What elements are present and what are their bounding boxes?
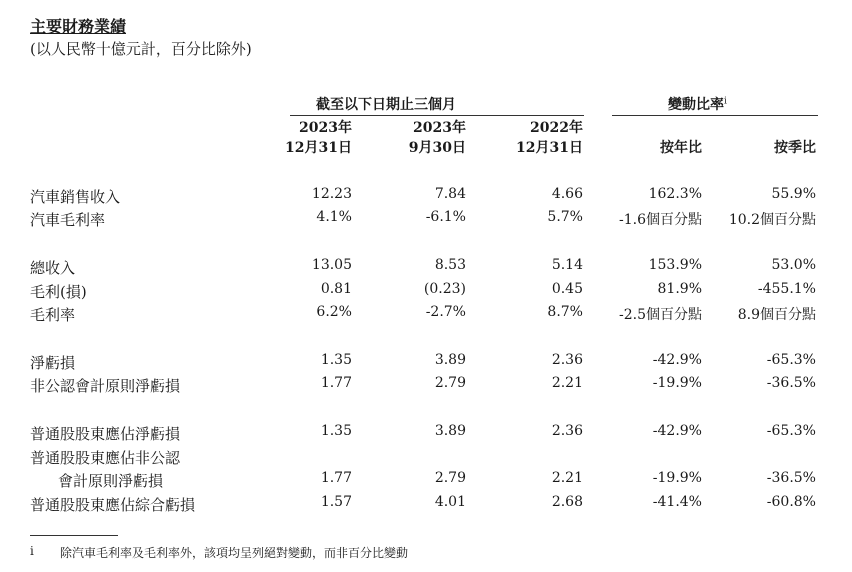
col-header-yoy-line1 (660, 118, 702, 138)
table-cell: 2.21 (551, 470, 583, 486)
col-header-3-line1: 2022年 (530, 120, 583, 136)
table-cell: 55.9% (771, 186, 816, 202)
row-label: 淨虧損 (30, 354, 76, 372)
table-cell: -19.9% (652, 375, 702, 391)
table-cell: -65.3% (766, 423, 816, 439)
table-cell: -2.5個百分點 (619, 307, 702, 323)
row-label: 普通股股東應佔綜合虧損 (30, 496, 196, 514)
table-cell: 0.45 (551, 281, 583, 297)
table-cell: -19.9% (652, 470, 702, 486)
table-cell: 2.36 (551, 423, 583, 439)
row-label: 普通股股東應佔淨虧損 (30, 425, 181, 443)
change-footnote-mark: i (724, 96, 727, 107)
table-cell: 1.57 (320, 494, 352, 510)
table-cell: 6.2% (316, 304, 352, 320)
table-cell: 53.0% (771, 257, 816, 273)
row-label: 普通股股東應佔非公認 (30, 449, 181, 467)
table-cell: 4.1% (316, 209, 352, 225)
table-cell: -455.1% (757, 281, 816, 297)
col-header-3 (516, 118, 583, 158)
col-header-1-line2: 12月31日 (285, 140, 352, 156)
col-header-1 (285, 118, 352, 158)
table-cell: 2.79 (434, 470, 466, 486)
row-label: 會計原則淨虧損 (58, 472, 164, 490)
col-header-yoy-line2: 按年比 (660, 140, 702, 156)
table-cell: 13.05 (311, 257, 352, 273)
table-cell: -42.9% (652, 423, 702, 439)
table-cell: 162.3% (648, 186, 702, 202)
page-subtitle: (以人民幣十億元計，百分比除外) (30, 40, 252, 58)
table-cell: 5.14 (551, 257, 583, 273)
table-cell: 1.77 (320, 470, 352, 486)
period-header: 截至以下日期止三個月 (316, 97, 456, 113)
col-header-qoq-line1 (774, 118, 816, 138)
table-cell: 2.68 (551, 494, 583, 510)
col-header-3-line2: 12月31日 (516, 140, 583, 156)
table-cell: 8.7% (547, 304, 583, 320)
table-cell: 8.9個百分點 (737, 307, 816, 323)
table-cell: -60.8% (766, 494, 816, 510)
col-header-2-line2: 9月30日 (408, 140, 466, 156)
table-cell: 7.84 (434, 186, 466, 202)
col-header-2 (409, 118, 466, 158)
table-cell: -2.7% (425, 304, 466, 320)
table-cell: -1.6個百分點 (619, 212, 702, 228)
change-header-rule (612, 115, 818, 116)
table-cell: 0.81 (320, 281, 352, 297)
table-cell: 153.9% (648, 257, 702, 273)
table-cell: 3.89 (434, 352, 466, 368)
table-cell: 1.35 (320, 352, 352, 368)
col-header-1-line1: 2023年 (299, 120, 352, 136)
page-title: 主要財務業績 (30, 17, 127, 36)
row-label: 毛利率 (30, 306, 76, 324)
table-cell: 10.2個百分點 (728, 212, 816, 228)
table-cell: 1.35 (320, 423, 352, 439)
row-label: 汽車毛利率 (30, 211, 106, 229)
table-cell: -6.1% (425, 209, 466, 225)
period-header-rule (290, 115, 584, 116)
row-label: 非公認會計原則淨虧損 (30, 377, 181, 395)
col-header-qoq (774, 118, 816, 158)
table-cell: 12.23 (311, 186, 352, 202)
row-label: 汽車銷售收入 (30, 188, 121, 206)
footnote-rule (30, 535, 118, 536)
col-header-qoq-line2: 按季比 (774, 140, 816, 156)
table-cell: 1.77 (320, 375, 352, 391)
table-cell: 4.01 (434, 494, 466, 510)
table-cell: 8.53 (434, 257, 466, 273)
col-header-2-line1: 2023年 (413, 120, 466, 136)
table-cell: -36.5% (766, 375, 816, 391)
table-cell: 3.89 (434, 423, 466, 439)
row-label: 毛利(損) (30, 283, 87, 301)
table-cell: 5.7% (547, 209, 583, 225)
table-cell: -42.9% (652, 352, 702, 368)
change-header-text: 變動比率 (668, 97, 724, 113)
table-cell: -65.3% (766, 352, 816, 368)
footnote-mark: i (30, 544, 34, 558)
table-cell: 2.21 (551, 375, 583, 391)
table-cell: 2.79 (434, 375, 466, 391)
table-cell: (0.23) (423, 281, 466, 297)
change-header (668, 94, 727, 114)
table-cell: 2.36 (551, 352, 583, 368)
table-cell: -41.4% (652, 494, 702, 510)
table-cell: 4.66 (551, 186, 583, 202)
table-cell: -36.5% (766, 470, 816, 486)
footnote-text: 除汽車毛利率及毛利率外，該項均呈列絕對變動，而非百分比變動 (60, 546, 409, 560)
table-cell: 81.9% (657, 281, 702, 297)
col-header-yoy (660, 118, 702, 158)
row-label: 總收入 (30, 259, 76, 277)
